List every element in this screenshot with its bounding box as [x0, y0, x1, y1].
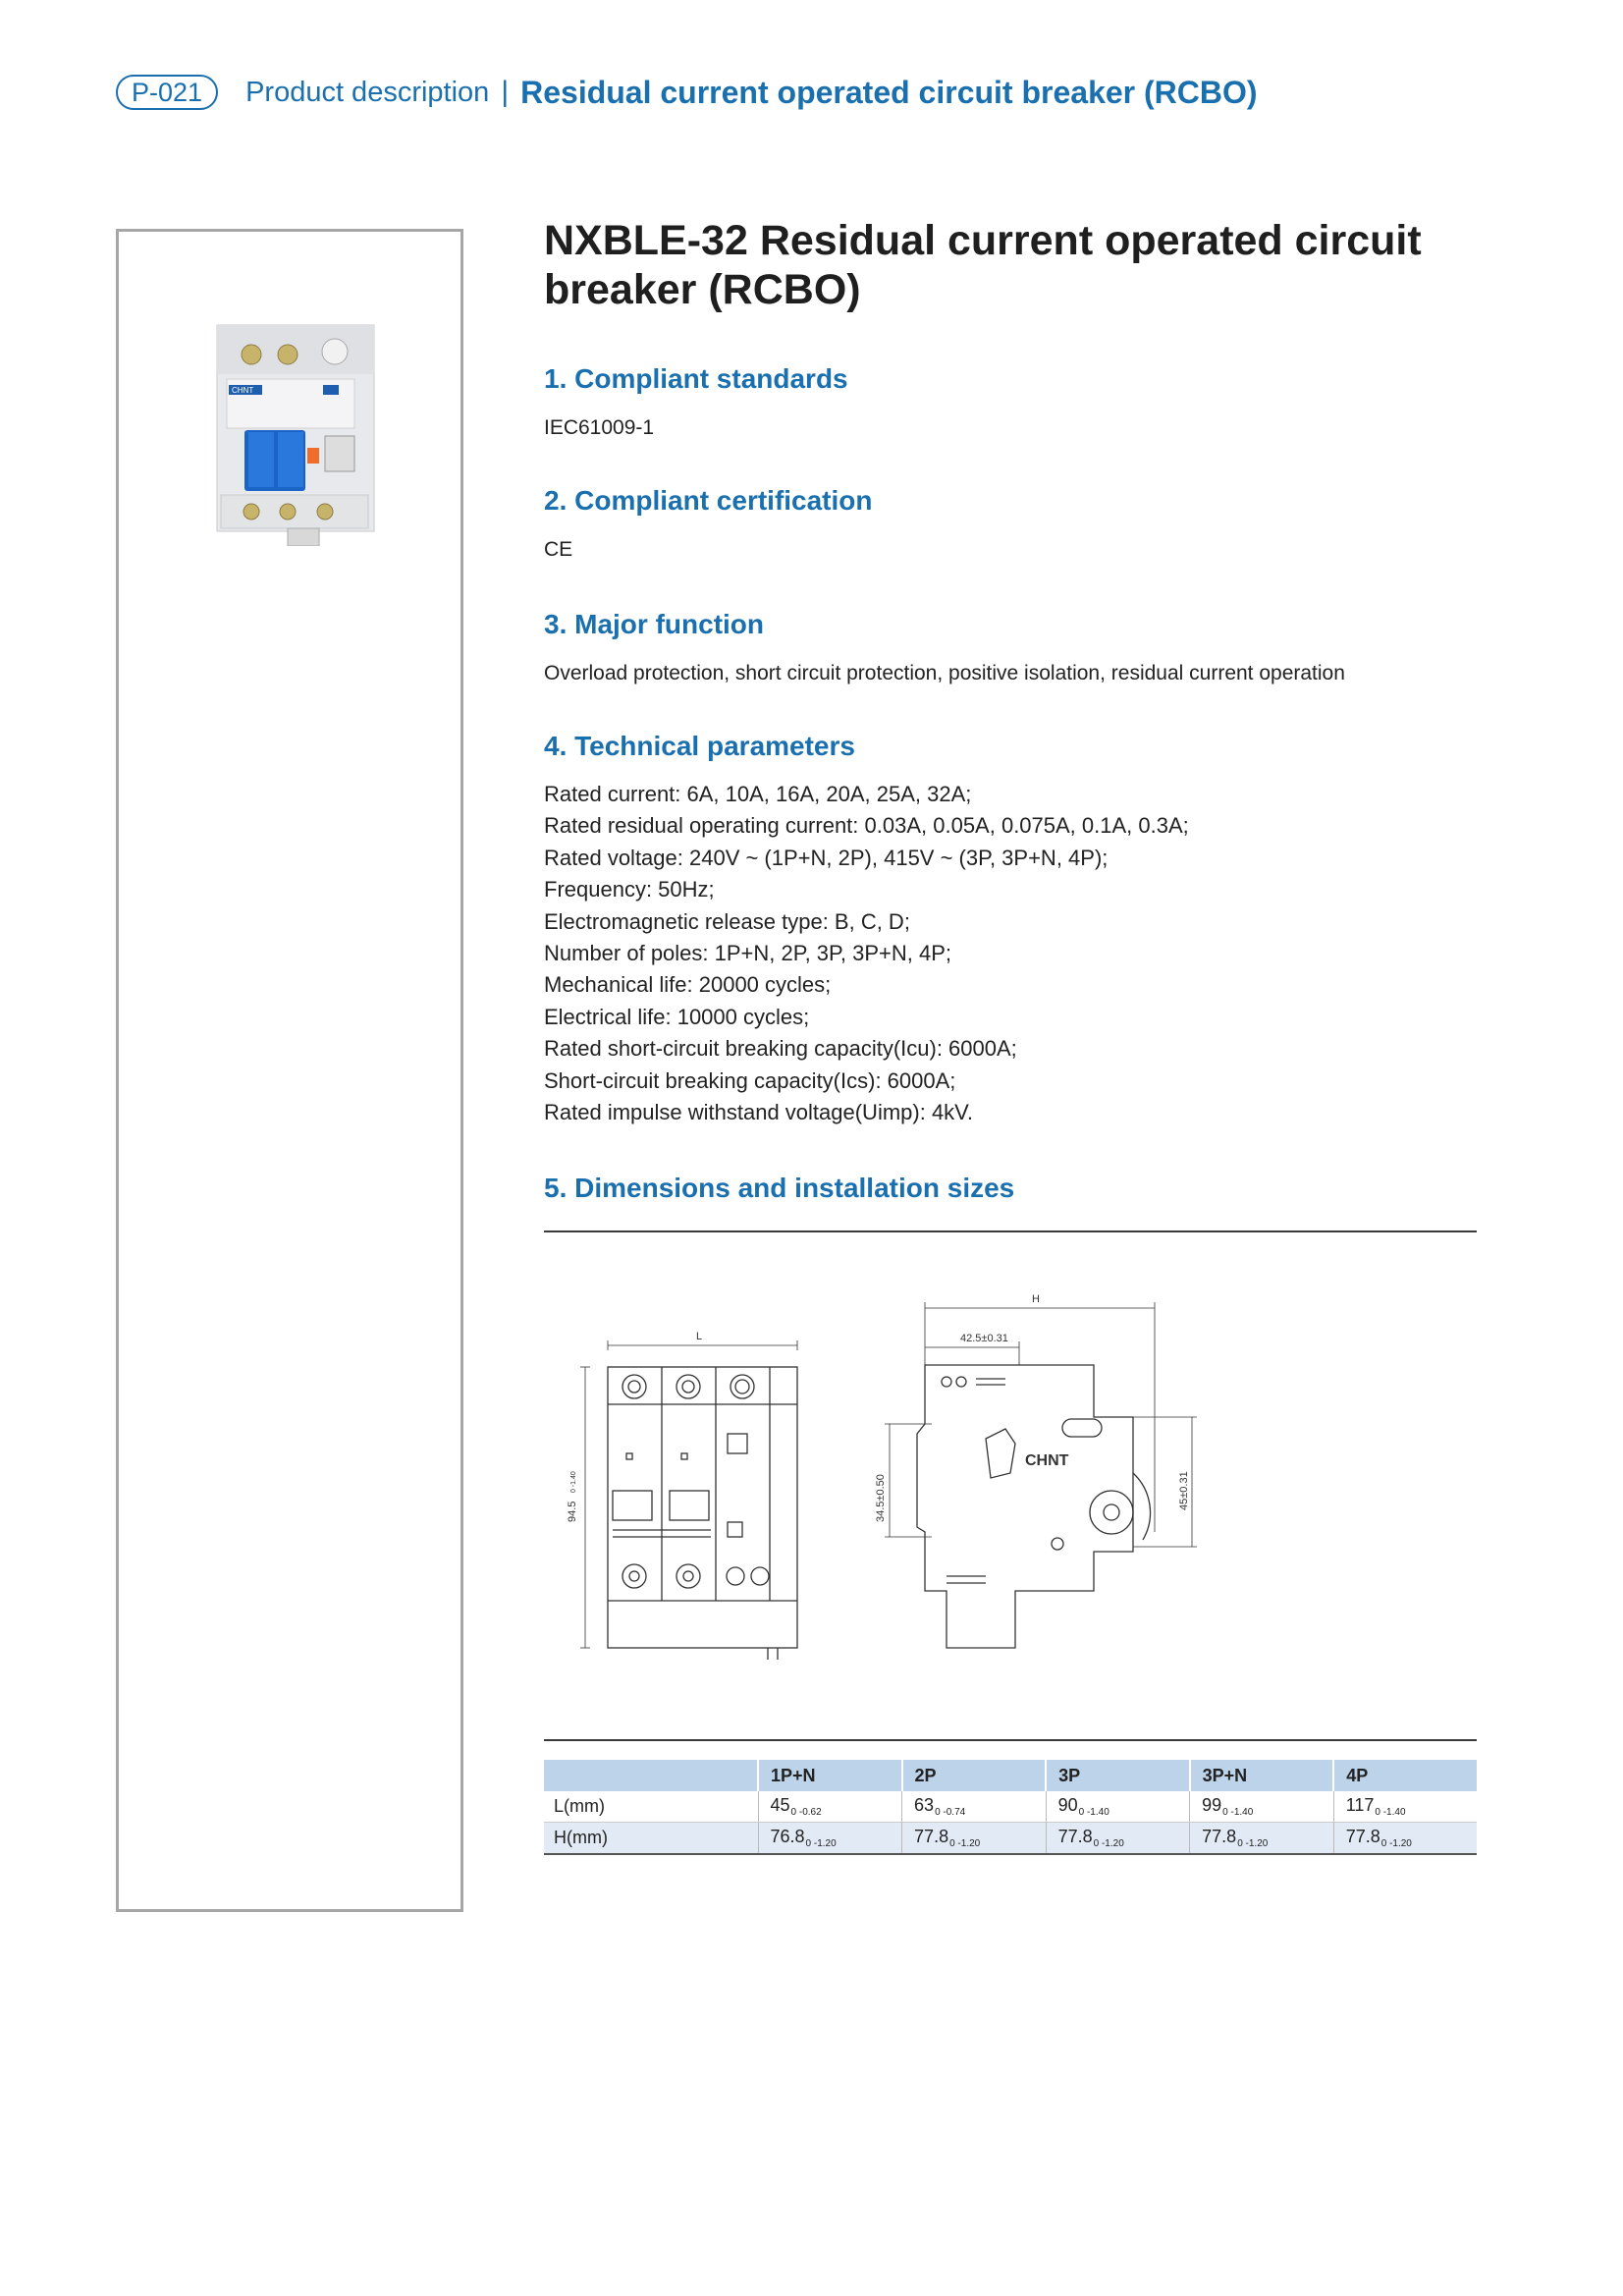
certification-heading: 2. Compliant certification [544, 485, 873, 516]
table-cell: $90_{0 -1.40}$ [1046, 1791, 1190, 1823]
label-H: H [1032, 1293, 1040, 1305]
dimension-drawing [544, 1277, 1231, 1660]
product-content [544, 216, 1477, 1203]
table-header-cell: 1P+N [758, 1760, 902, 1791]
rcbo-product-photo [197, 320, 390, 546]
header-separator: | [501, 76, 510, 108]
standards-text: IEC61009-1 [544, 416, 655, 439]
divider-bottom [544, 1739, 1477, 1741]
label-L: L [696, 1331, 703, 1342]
label-brand: CHNT [1025, 1452, 1069, 1469]
header-section-label: Product description [245, 76, 490, 108]
row-label: L(mm) [544, 1791, 758, 1823]
label-depth-top: 42.5±0.31 [960, 1333, 1008, 1344]
table-row [544, 1791, 1477, 1823]
technical-parameter-list [544, 779, 1189, 1128]
side-view [875, 1293, 1197, 1648]
table-cell: $77.8_{0 -1.20}$ [902, 1823, 1047, 1855]
row-label: H(mm) [544, 1823, 758, 1855]
label-depth-left: 34.5±0.50 [875, 1474, 887, 1522]
page-header [116, 73, 1258, 112]
table-cell: $77.8_{0 -1.20}$ [1046, 1823, 1190, 1855]
table-header-cell [544, 1760, 758, 1791]
param-item: Number of poles: 1P+N, 2P, 3P, 3P+N, 4P; [544, 940, 951, 965]
page-number-badge: P-021 [116, 75, 218, 110]
dimensions-table [544, 1760, 1477, 1855]
certification-text: CE [544, 538, 573, 561]
function-heading: 3. Major function [544, 609, 764, 639]
label-depth-right: 45±0.31 [1178, 1471, 1190, 1510]
product-image-frame [116, 229, 463, 1912]
param-item: Electromagnetic release type: B, C, D; [544, 908, 910, 934]
table-cell: $76.8_{0 -1.20}$ [758, 1823, 902, 1855]
table-cell: $77.8_{0 -1.20}$ [1190, 1823, 1334, 1855]
param-item: Rated impulse withstand voltage(Uimp): 4kV. [544, 1099, 973, 1124]
param-item: Frequency: 50Hz; [544, 877, 715, 902]
table-cell: $63_{0 -0.74}$ [902, 1791, 1047, 1823]
label-height-front: 94.5 [567, 1501, 578, 1522]
param-item: Short-circuit breaking capacity(Ics): 6000A; [544, 1067, 956, 1093]
table-cell: $77.8_{0 -1.20}$ [1333, 1823, 1477, 1855]
table-header-cell: 3P [1046, 1760, 1190, 1791]
table-header-row [544, 1760, 1477, 1791]
table-header-cell: 3P+N [1190, 1760, 1334, 1791]
param-item: Electrical life: 10000 cycles; [544, 1004, 810, 1029]
technical-heading: 4. Technical parameters [544, 731, 855, 761]
product-title: NXBLE-32 Residual current operated circuit breaker (RCBO) [544, 217, 1422, 313]
table-header-cell: 4P [1333, 1760, 1477, 1791]
param-item: Rated residual operating current: 0.03A, 0.05A, 0.075A, 0.1A, 0.3A; [544, 813, 1189, 839]
param-item: Mechanical life: 20000 cycles; [544, 972, 832, 998]
table-row [544, 1823, 1477, 1855]
table-cell: $99_{0 -1.40}$ [1190, 1791, 1334, 1823]
dimensions-heading: 5. Dimensions and installation sizes [544, 1173, 1015, 1203]
label-height-front-tol: 0 -1.40 [570, 1471, 577, 1493]
param-item: Rated current: 6A, 10A, 16A, 20A, 25A, 32A; [544, 782, 972, 806]
standards-heading: 1. Compliant standards [544, 363, 848, 394]
table-cell: $117_{0 -1.40}$ [1333, 1791, 1477, 1823]
function-text: Overload protection, short circuit protection, positive isolation, residual current operation [544, 662, 1345, 684]
product-brand-mark: CHNT [232, 386, 254, 395]
divider-top [544, 1230, 1477, 1232]
table-header-cell: 2P [902, 1760, 1047, 1791]
front-view [567, 1331, 797, 1660]
param-item: Rated voltage: 240V ~ (1P+N, 2P), 415V ~ (3P, 3P+N, 4P); [544, 845, 1109, 870]
header-title: Residual current operated circuit breaker (RCBO) [520, 74, 1258, 110]
table-cell: $45_{0 -0.62}$ [758, 1791, 902, 1823]
param-item: Rated short-circuit breaking capacity(Icu): 6000A; [544, 1036, 1017, 1062]
